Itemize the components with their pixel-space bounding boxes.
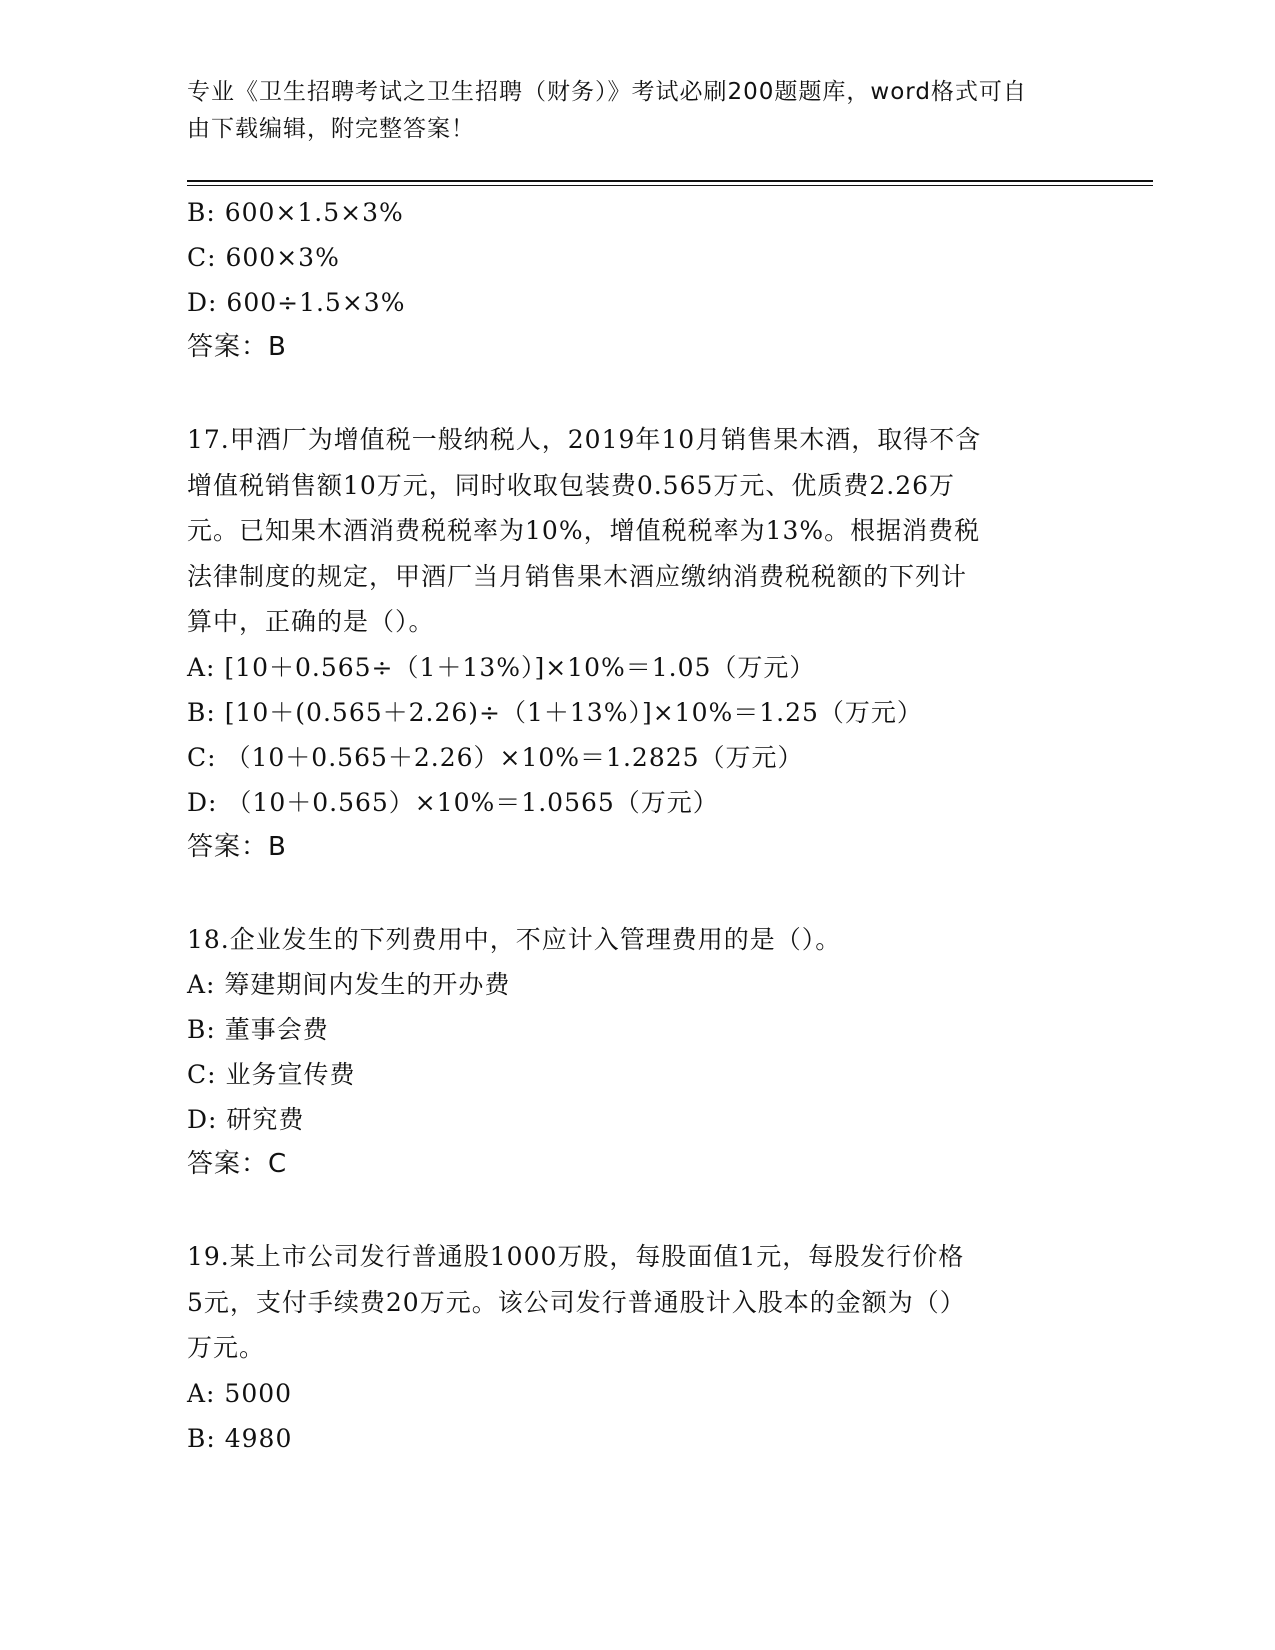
option-c: C: （10＋0.565＋2.26）×10%＝1.2825（万元） (187, 742, 804, 772)
header-line-2: 由下载编辑，附完整答案！ (187, 116, 475, 142)
header-divider-thin (187, 185, 1153, 186)
option-c: C: 600×3% (187, 243, 340, 272)
option-a: A: 筹建期间内发生的开办费 (187, 970, 511, 999)
option-b: B: 董事会费 (187, 1015, 329, 1044)
option-b: B: [10＋(0.565＋2.26)÷（1＋13%）]×10%＝1.25（万元） (187, 697, 923, 727)
question-17 (187, 417, 1087, 870)
option-d: D: （10＋0.565）×10%＝1.0565（万元） (187, 787, 719, 817)
document-header (187, 74, 1087, 148)
stem-line: 17.甲酒厂为增值税一般纳税人，2019年10月销售果木酒，取得不含 (187, 425, 982, 454)
stem-line: 算中，正确的是（）。 (187, 607, 435, 636)
answer-line: 答案：B (187, 332, 287, 362)
stem-line: 19.某上市公司发行普通股1000万股，每股面值1元，每股发行价格 (187, 1242, 965, 1271)
stem-line: 法律制度的规定，甲酒厂当月销售果木酒应缴纳消费税税额的下列计 (187, 561, 968, 591)
header-divider-thick (187, 180, 1153, 182)
answer-line: 答案：B (187, 831, 287, 862)
option-a: A: 5000 (187, 1378, 293, 1408)
stem-line: 5元，支付手续费20万元。该公司发行普通股计入股本的金额为（） (187, 1287, 966, 1317)
option-a: A: [10＋0.565÷（1＋13%）]×10%＝1.05（万元） (187, 652, 816, 682)
option-d: D: 研究费 (187, 1105, 305, 1134)
stem-line: 元。已知果木酒消费税税率为10%，增值税税率为13%。根据消费税 (187, 516, 981, 545)
stem-line: 18.企业发生的下列费用中，不应计入管理费用的是（）。 (187, 924, 842, 954)
stem-line: 万元。 (187, 1333, 266, 1362)
option-d: D: 600÷1.5×3% (187, 288, 406, 317)
answer-line: 答案：C (187, 1149, 288, 1179)
document-body (187, 190, 1087, 1461)
question-stem (187, 417, 1087, 645)
option-b: B: 4980 (187, 1423, 293, 1453)
header-line-1: 专业《卫生招聘考试之卫生招聘（财务）》考试必刷200题题库，word格式可自 (187, 79, 1027, 105)
stem-line: 增值税销售额10万元，同时收取包装费0.565万元、优质费2.26万 (187, 470, 956, 500)
option-c: C: 业务宣传费 (187, 1060, 356, 1089)
question-19 (187, 1234, 1087, 1461)
question-stem (187, 1234, 1087, 1371)
question-stem (187, 917, 1087, 963)
question-16-continued (187, 190, 1087, 370)
question-18 (187, 917, 1087, 1188)
option-b: B: 600×1.5×3% (187, 198, 404, 227)
